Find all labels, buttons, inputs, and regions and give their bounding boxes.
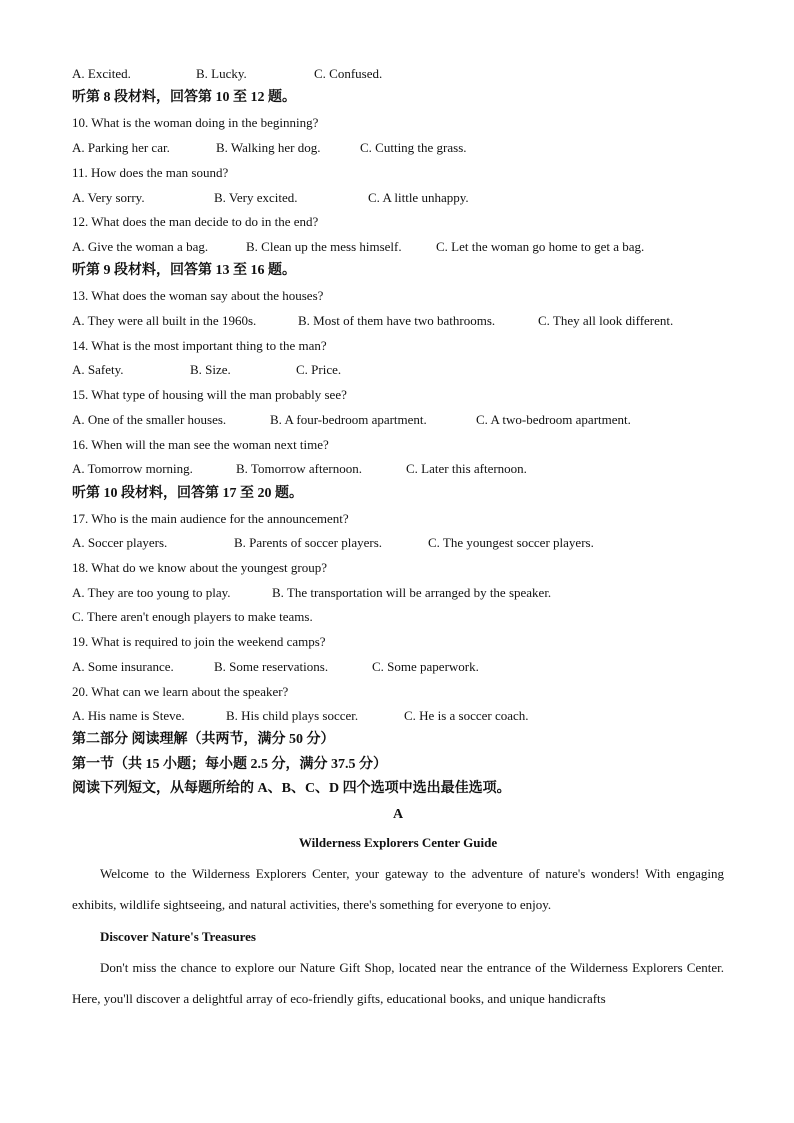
q15-options bbox=[72, 412, 631, 428]
q17-options bbox=[72, 535, 594, 551]
passage-letter: A bbox=[392, 807, 404, 822]
passage-title: Wilderness Explorers Center Guide bbox=[298, 835, 498, 850]
q13-option-a: A. They were all built in the 1960s. bbox=[72, 313, 257, 328]
q12-option-a: A. Give the woman a bag. bbox=[72, 239, 209, 254]
q11-question: 11. How does the man sound? bbox=[72, 165, 229, 180]
q20-options bbox=[72, 708, 529, 724]
q19-option-c: C. Some paperwork. bbox=[372, 659, 479, 674]
q16-question: 16. When will the man see the woman next time? bbox=[72, 437, 329, 452]
passage-subheading: Discover Nature's Treasures bbox=[100, 929, 256, 944]
q19-option-a: A. Some insurance. bbox=[72, 659, 174, 674]
section8-heading: 听第 8 段材料，回答第 10 至 12 题。 bbox=[72, 90, 296, 105]
q17-option-c: C. The youngest soccer players. bbox=[428, 535, 594, 550]
q19-question: 19. What is required to join the weekend camps? bbox=[72, 634, 326, 649]
q14-option-a: A. Safety. bbox=[72, 362, 124, 377]
q18-question: 18. What do we know about the youngest group? bbox=[72, 560, 328, 575]
q10-question: 10. What is the woman doing in the beginning? bbox=[72, 115, 319, 130]
part2-heading: 第二部分 阅读理解（共两节，满分 50 分） bbox=[72, 732, 335, 747]
q13-options bbox=[72, 313, 673, 329]
q20-option-a: A. His name is Steve. bbox=[72, 708, 185, 723]
q20-question: 20. What can we learn about the speaker? bbox=[72, 684, 289, 699]
q17-option-b: B. Parents of soccer players. bbox=[234, 535, 383, 550]
q11-option-b: B. Very excited. bbox=[214, 190, 298, 205]
q20-option-c: C. He is a soccer coach. bbox=[404, 708, 529, 723]
q18-option-b: B. The transportation will be arranged by the speaker. bbox=[272, 585, 552, 600]
q13-option-c: C. They all look different. bbox=[538, 313, 674, 328]
q14-options bbox=[72, 362, 341, 378]
q16-option-b: B. Tomorrow afternoon. bbox=[236, 461, 362, 476]
q11-option-a: A. Very sorry. bbox=[72, 190, 145, 205]
q9-option-b: B. Lucky. bbox=[196, 66, 247, 81]
q15-question: 15. What type of housing will the man probably see? bbox=[72, 387, 347, 402]
section10-heading: 听第 10 段材料，回答第 17 至 20 题。 bbox=[72, 486, 303, 501]
q15-option-a: A. One of the smaller houses. bbox=[72, 412, 227, 427]
section9-heading: 听第 9 段材料，回答第 13 至 16 题。 bbox=[72, 263, 296, 278]
q11-options bbox=[72, 190, 469, 206]
q9-option-a: A. Excited. bbox=[72, 66, 131, 81]
q20-option-b: B. His child plays soccer. bbox=[226, 708, 359, 723]
q17-question: 17. Who is the main audience for the announcement? bbox=[72, 511, 349, 526]
q9-options bbox=[72, 66, 382, 82]
q10-option-b: B. Walking her dog. bbox=[216, 140, 321, 155]
passage-paragraph-2: Don't miss the chance to explore our Nature Gift Shop, located near the entrance of the Wilderness Explorers Center. Here, you'll discover a delightful array of eco-friendly gifts, educational books, and unique handicrafts bbox=[72, 960, 724, 1006]
q15-option-b: B. A four-bedroom apartment. bbox=[270, 412, 427, 427]
q14-option-c: C. Price. bbox=[296, 362, 342, 377]
q17-option-a: A. Soccer players. bbox=[72, 535, 168, 550]
q14-question: 14. What is the most important thing to the man? bbox=[72, 338, 327, 353]
q16-options bbox=[72, 461, 527, 477]
q16-option-a: A. Tomorrow morning. bbox=[72, 461, 193, 476]
passage-paragraph-1: Welcome to the Wilderness Explorers Center, your gateway to the adventure of nature's wonders! With engaging exhibits, wildlife sightseeing, and natural activities, there's something for everyone to enjoy. bbox=[72, 866, 724, 912]
q12-option-c: C. Let the woman go home to get a bag. bbox=[436, 239, 645, 254]
q18-option-c: C. There aren't enough players to make teams. bbox=[72, 609, 313, 624]
q18-options bbox=[72, 585, 551, 601]
q12-question: 12. What does the man decide to do in the end? bbox=[72, 214, 319, 229]
q19-options bbox=[72, 659, 479, 675]
q10-option-c: C. Cutting the grass. bbox=[360, 140, 467, 155]
reading-instruction: 阅读下列短文，从每题所给的 A、B、C、D 四个选项中选出最佳选项。 bbox=[72, 781, 511, 796]
q12-option-b: B. Clean up the mess himself. bbox=[246, 239, 402, 254]
q14-option-b: B. Size. bbox=[190, 362, 231, 377]
q11-option-c: C. A little unhappy. bbox=[368, 190, 469, 205]
q18-option-a: A. They are too young to play. bbox=[72, 585, 231, 600]
q19-option-b: B. Some reservations. bbox=[214, 659, 329, 674]
q13-question: 13. What does the woman say about the houses? bbox=[72, 288, 324, 303]
q9-option-c: C. Confused. bbox=[314, 66, 383, 81]
section1-heading: 第一节（共 15 小题；每小题 2.5 分，满分 37.5 分） bbox=[72, 757, 387, 772]
q10-option-a: A. Parking her car. bbox=[72, 140, 170, 155]
q12-options bbox=[72, 239, 644, 255]
q16-option-c: C. Later this afternoon. bbox=[406, 461, 527, 476]
q10-options bbox=[72, 140, 467, 156]
q15-option-c: C. A two-bedroom apartment. bbox=[476, 412, 631, 427]
q13-option-b: B. Most of them have two bathrooms. bbox=[298, 313, 496, 328]
